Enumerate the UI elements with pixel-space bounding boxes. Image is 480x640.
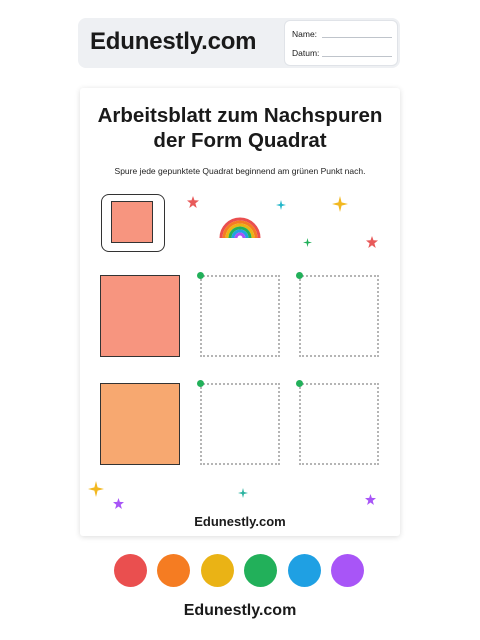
name-label: Name: bbox=[292, 29, 318, 39]
title-line-1: Arbeitsblatt zum Nachspuren bbox=[97, 104, 383, 127]
header-bar bbox=[78, 18, 400, 68]
red-star-icon-2 bbox=[366, 236, 378, 248]
start-dot bbox=[197, 272, 204, 279]
trace-square-2a[interactable] bbox=[200, 383, 280, 465]
model-square-1 bbox=[100, 275, 180, 357]
gold-sparkle-icon bbox=[332, 196, 348, 212]
date-line bbox=[322, 56, 392, 57]
example-frame bbox=[101, 194, 165, 252]
instruction-text: Spure jede gepunktete Quadrat beginnend am grünen Punkt nach. bbox=[114, 166, 366, 176]
color-palette bbox=[114, 554, 366, 588]
swatch-blue[interactable] bbox=[288, 554, 321, 587]
trace-square-1b[interactable] bbox=[299, 275, 379, 357]
teal-sparkle-icon bbox=[276, 200, 286, 210]
date-label: Datum: bbox=[292, 48, 320, 58]
swatch-orange[interactable] bbox=[157, 554, 190, 587]
worksheet-page bbox=[80, 88, 400, 536]
page-footer: Edunestly.com bbox=[183, 602, 297, 619]
name-field[interactable] bbox=[292, 29, 317, 39]
green-sparkle-icon bbox=[303, 238, 312, 247]
trace-square-1a[interactable] bbox=[200, 275, 280, 357]
worksheet-title bbox=[80, 103, 400, 153]
trace-square-2b[interactable] bbox=[299, 383, 379, 465]
worksheet-footer: Edunestly.com bbox=[194, 514, 286, 529]
swatch-red[interactable] bbox=[114, 554, 147, 587]
green-sparkle-icon-2 bbox=[238, 488, 248, 498]
purple-star-icon bbox=[113, 498, 124, 509]
example-square bbox=[111, 201, 153, 243]
start-dot bbox=[296, 380, 303, 387]
swatch-purple[interactable] bbox=[331, 554, 364, 587]
rainbow-icon bbox=[218, 212, 262, 240]
name-line bbox=[322, 37, 392, 38]
swatch-yellow[interactable] bbox=[201, 554, 234, 587]
brand-title: Edunestly.com bbox=[90, 28, 257, 55]
red-star-icon bbox=[187, 196, 199, 208]
purple-star-icon-2 bbox=[365, 494, 376, 505]
model-square-2 bbox=[100, 383, 180, 465]
swatch-green[interactable] bbox=[244, 554, 277, 587]
start-dot bbox=[296, 272, 303, 279]
gold-sparkle-icon-2 bbox=[88, 481, 104, 497]
date-field[interactable] bbox=[292, 48, 319, 58]
name-date-box bbox=[284, 20, 398, 66]
start-dot bbox=[197, 380, 204, 387]
title-line-2: der Form Quadrat bbox=[153, 129, 327, 152]
